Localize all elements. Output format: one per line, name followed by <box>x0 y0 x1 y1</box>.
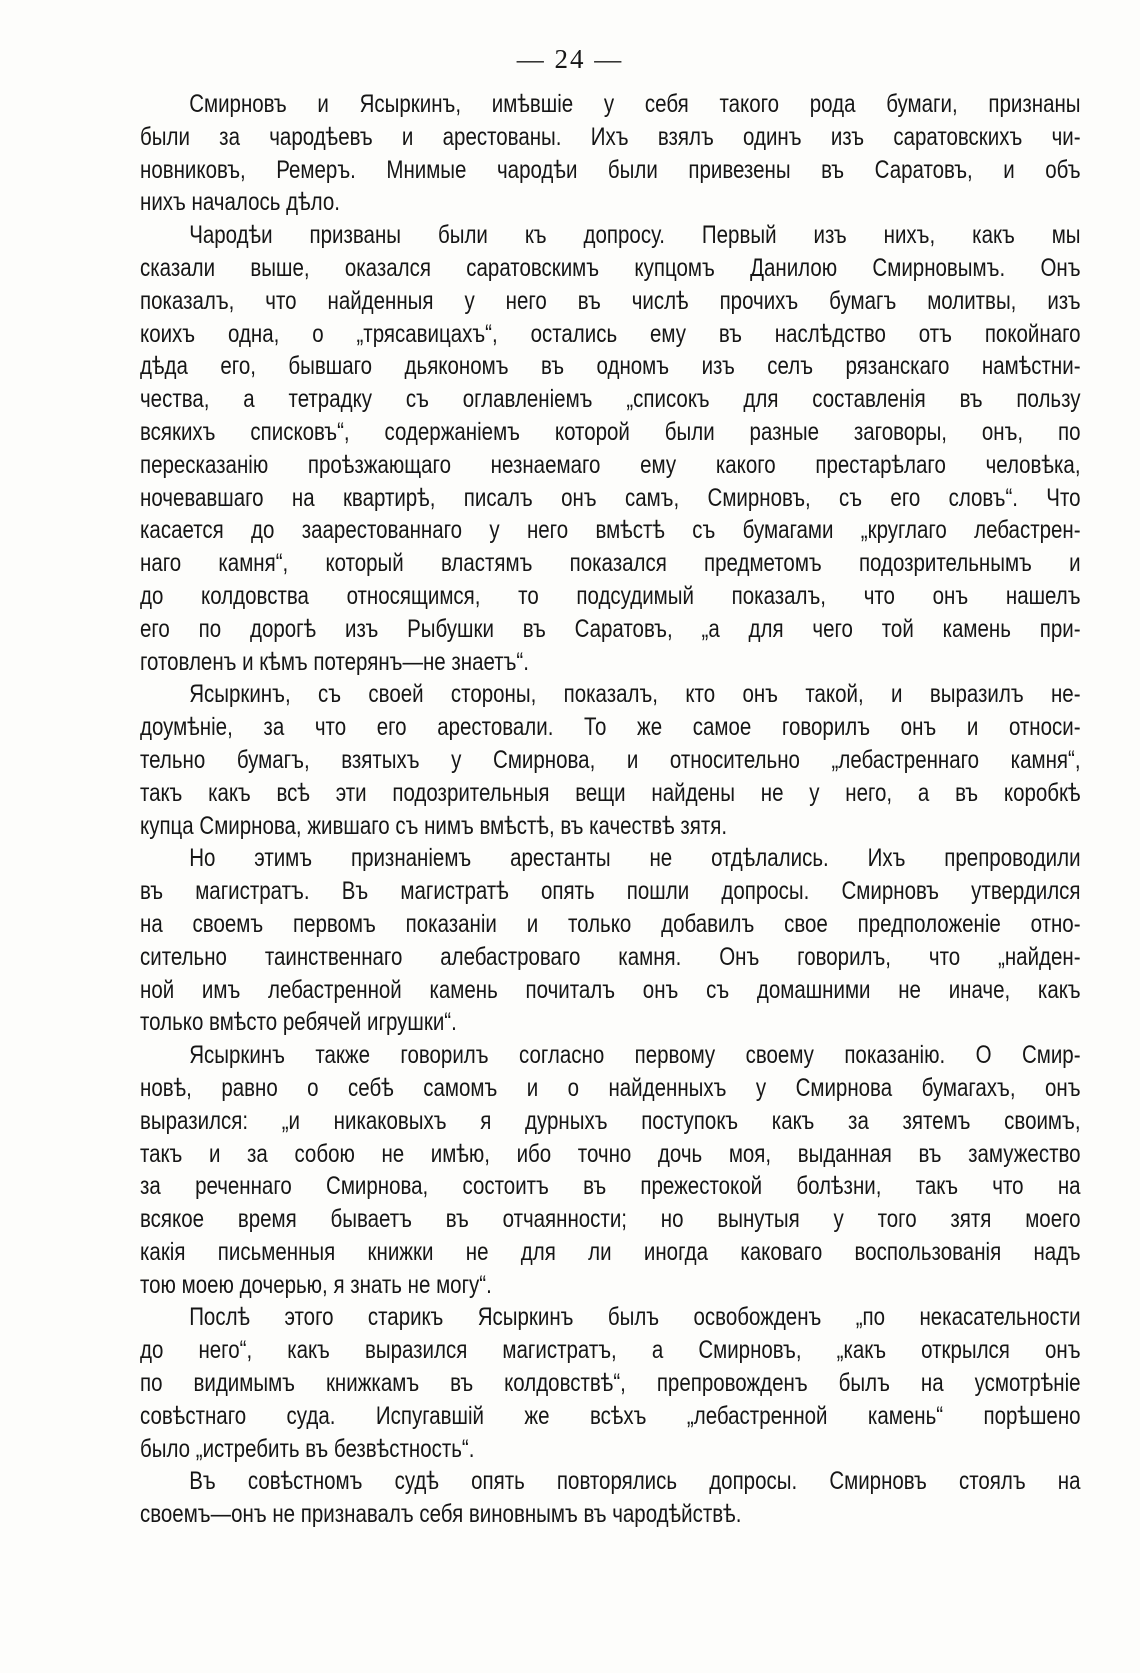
text-line: такъ и за собою не имѣю, ибо точно дочь моя, выданная въ замужество <box>140 1139 1081 1168</box>
text-line: купца Смирнова, жившаго съ нимъ вмѣстѣ, въ качествѣ зятя. <box>140 811 728 840</box>
text-line: до колдовства относящимся, то подсудимый показалъ, что онъ нашелъ <box>140 581 1081 610</box>
paragraph <box>140 1301 1081 1465</box>
text-line: были за чародѣевъ и арестованы. Ихъ взялъ одинъ изъ саратовскихъ чи- <box>140 122 1081 151</box>
text-line: всякихъ списковъ“, содержаніемъ которой были разные заговоры, онъ, по <box>140 417 1081 446</box>
text-line: его по дорогѣ изъ Рыбушки въ Саратовъ, „а для чего той камень при- <box>140 614 1081 643</box>
text-line: сказали выше, оказался саратовскимъ купцомъ Данилою Смирновымъ. Онъ <box>140 253 1081 282</box>
text-line: всякое время бываетъ въ отчаянности; но вынутыя у того зятя моего <box>140 1205 1081 1234</box>
text-line: коихъ одна, о „трясавицахъ“, остались ему въ наслѣдство отъ покойнаго <box>140 319 1081 348</box>
text-line: только вмѣсто ребячей игрушки“. <box>140 1008 457 1037</box>
text-line: новниковъ, Ремеръ. Мнимые чародѣи были привезены въ Саратовъ, и объ <box>140 155 1081 184</box>
text-line: новѣ, равно о себѣ самомъ и о найденныхъ у Смирнова бумагахъ, онъ <box>140 1073 1081 1102</box>
paragraph <box>140 678 1081 842</box>
text-line: совѣстнаго суда. Испугавшій же всѣхъ „лебастренной камень“ порѣшено <box>140 1401 1081 1430</box>
text-line: Въ совѣстномъ судѣ опять повторялись допросы. Смирновъ стоялъ на <box>189 1467 1081 1496</box>
paragraph <box>140 219 1081 678</box>
text-line: до него“, какъ выразился магистратъ, а Смирновъ, „какъ открылся онъ <box>140 1336 1081 1365</box>
paragraph <box>140 88 1081 219</box>
text-line: ночевавшаго на квартирѣ, писалъ онъ самъ, Смирновъ, съ его словъ“. Что <box>140 483 1081 512</box>
text-line: своемъ—онъ не признавалъ себя виновнымъ въ чародѣйствѣ. <box>140 1500 742 1529</box>
page-number: — 24 — <box>516 44 624 74</box>
text-body <box>140 88 1081 1531</box>
text-line: сительно таинственнаго алебастроваго камня. Онъ говорилъ, что „найден- <box>140 942 1081 971</box>
text-line: касается до заарестованнаго у него вмѣстѣ съ бумагами „круглаго лебастрен- <box>140 516 1081 545</box>
text-line: какія письменныя книжки не для ли иногда каковаго воспользованія надъ <box>140 1237 1081 1266</box>
text-line: тою моею дочерью, я знать не могу“. <box>140 1270 492 1299</box>
text-line: пересказанію проѣзжающаго незнаемаго ему какого престарѣлаго человѣка, <box>140 450 1081 479</box>
text-line: тельно бумагъ, взятыхъ у Смирнова, и относительно „лебастреннаго камня“, <box>140 745 1081 774</box>
text-line: наго камня“, который властямъ показался предметомъ подозрительнымъ и <box>140 549 1081 578</box>
text-line: показалъ, что найденныя у него въ числѣ прочихъ бумагъ молитвы, изъ <box>140 286 1081 315</box>
text-line: было „истребить въ безвѣстность“. <box>140 1434 475 1463</box>
paragraph <box>140 1465 1081 1531</box>
text-line: выразился: „и никаковыхъ я дурныхъ поступокъ какъ за зятемъ своимъ, <box>140 1106 1081 1135</box>
text-line: такъ какъ всѣ эти подозрительныя вещи найдены не у него, а въ коробкѣ <box>140 778 1081 807</box>
text-line: за реченнаго Смирнова, состоитъ въ прежестокой болѣзни, такъ что на <box>140 1172 1081 1201</box>
text-line: Чародѣи призваны были къ допросу. Первый изъ нихъ, какъ мы <box>189 221 1081 250</box>
text-line: Смирновъ и Ясыркинъ, имѣвшіе у себя такого рода бумаги, признаны <box>189 90 1081 118</box>
text-line: ной имъ лебастренной камень почиталъ онъ съ домашними не иначе, какъ <box>140 975 1081 1004</box>
paragraph <box>140 1039 1081 1301</box>
text-line: дѣда его, бывшаго дьякономъ въ одномъ изъ селъ рязанскаго намѣстни- <box>140 352 1081 381</box>
text-line: доумѣніе, за что его арестовали. То же самое говорилъ онъ и относи- <box>140 713 1081 742</box>
text-line: нихъ началось дѣло. <box>140 188 340 217</box>
text-line: на своемъ первомъ показаніи и только добавилъ свое предположеніе отно- <box>140 909 1081 938</box>
text-line: Но этимъ признаніемъ арестанты не отдѣлались. Ихъ препроводили <box>189 844 1081 873</box>
text-line: Послѣ этого старикъ Ясыркинъ былъ освобожденъ „по некасательности <box>189 1303 1081 1332</box>
paragraph <box>140 842 1081 1039</box>
text-line: Ясыркинъ, съ своей стороны, показалъ, кто онъ такой, и выразилъ не- <box>189 680 1081 709</box>
text-line: Ясыркинъ также говорилъ согласно первому своему показанію. О Смир- <box>189 1041 1081 1070</box>
text-line: по видимымъ книжкамъ въ колдовствѣ“, препровожденъ былъ на усмотрѣніе <box>140 1369 1081 1398</box>
text-line: готовленъ и кѣмъ потерянъ—не знаетъ“. <box>140 647 529 676</box>
text-line: въ магистратъ. Въ магистратѣ опять пошли допросы. Смирновъ утвердился <box>140 877 1081 906</box>
text-line: чества, а тетрадку съ оглавленіемъ „списокъ для составленія въ пользу <box>140 385 1081 414</box>
